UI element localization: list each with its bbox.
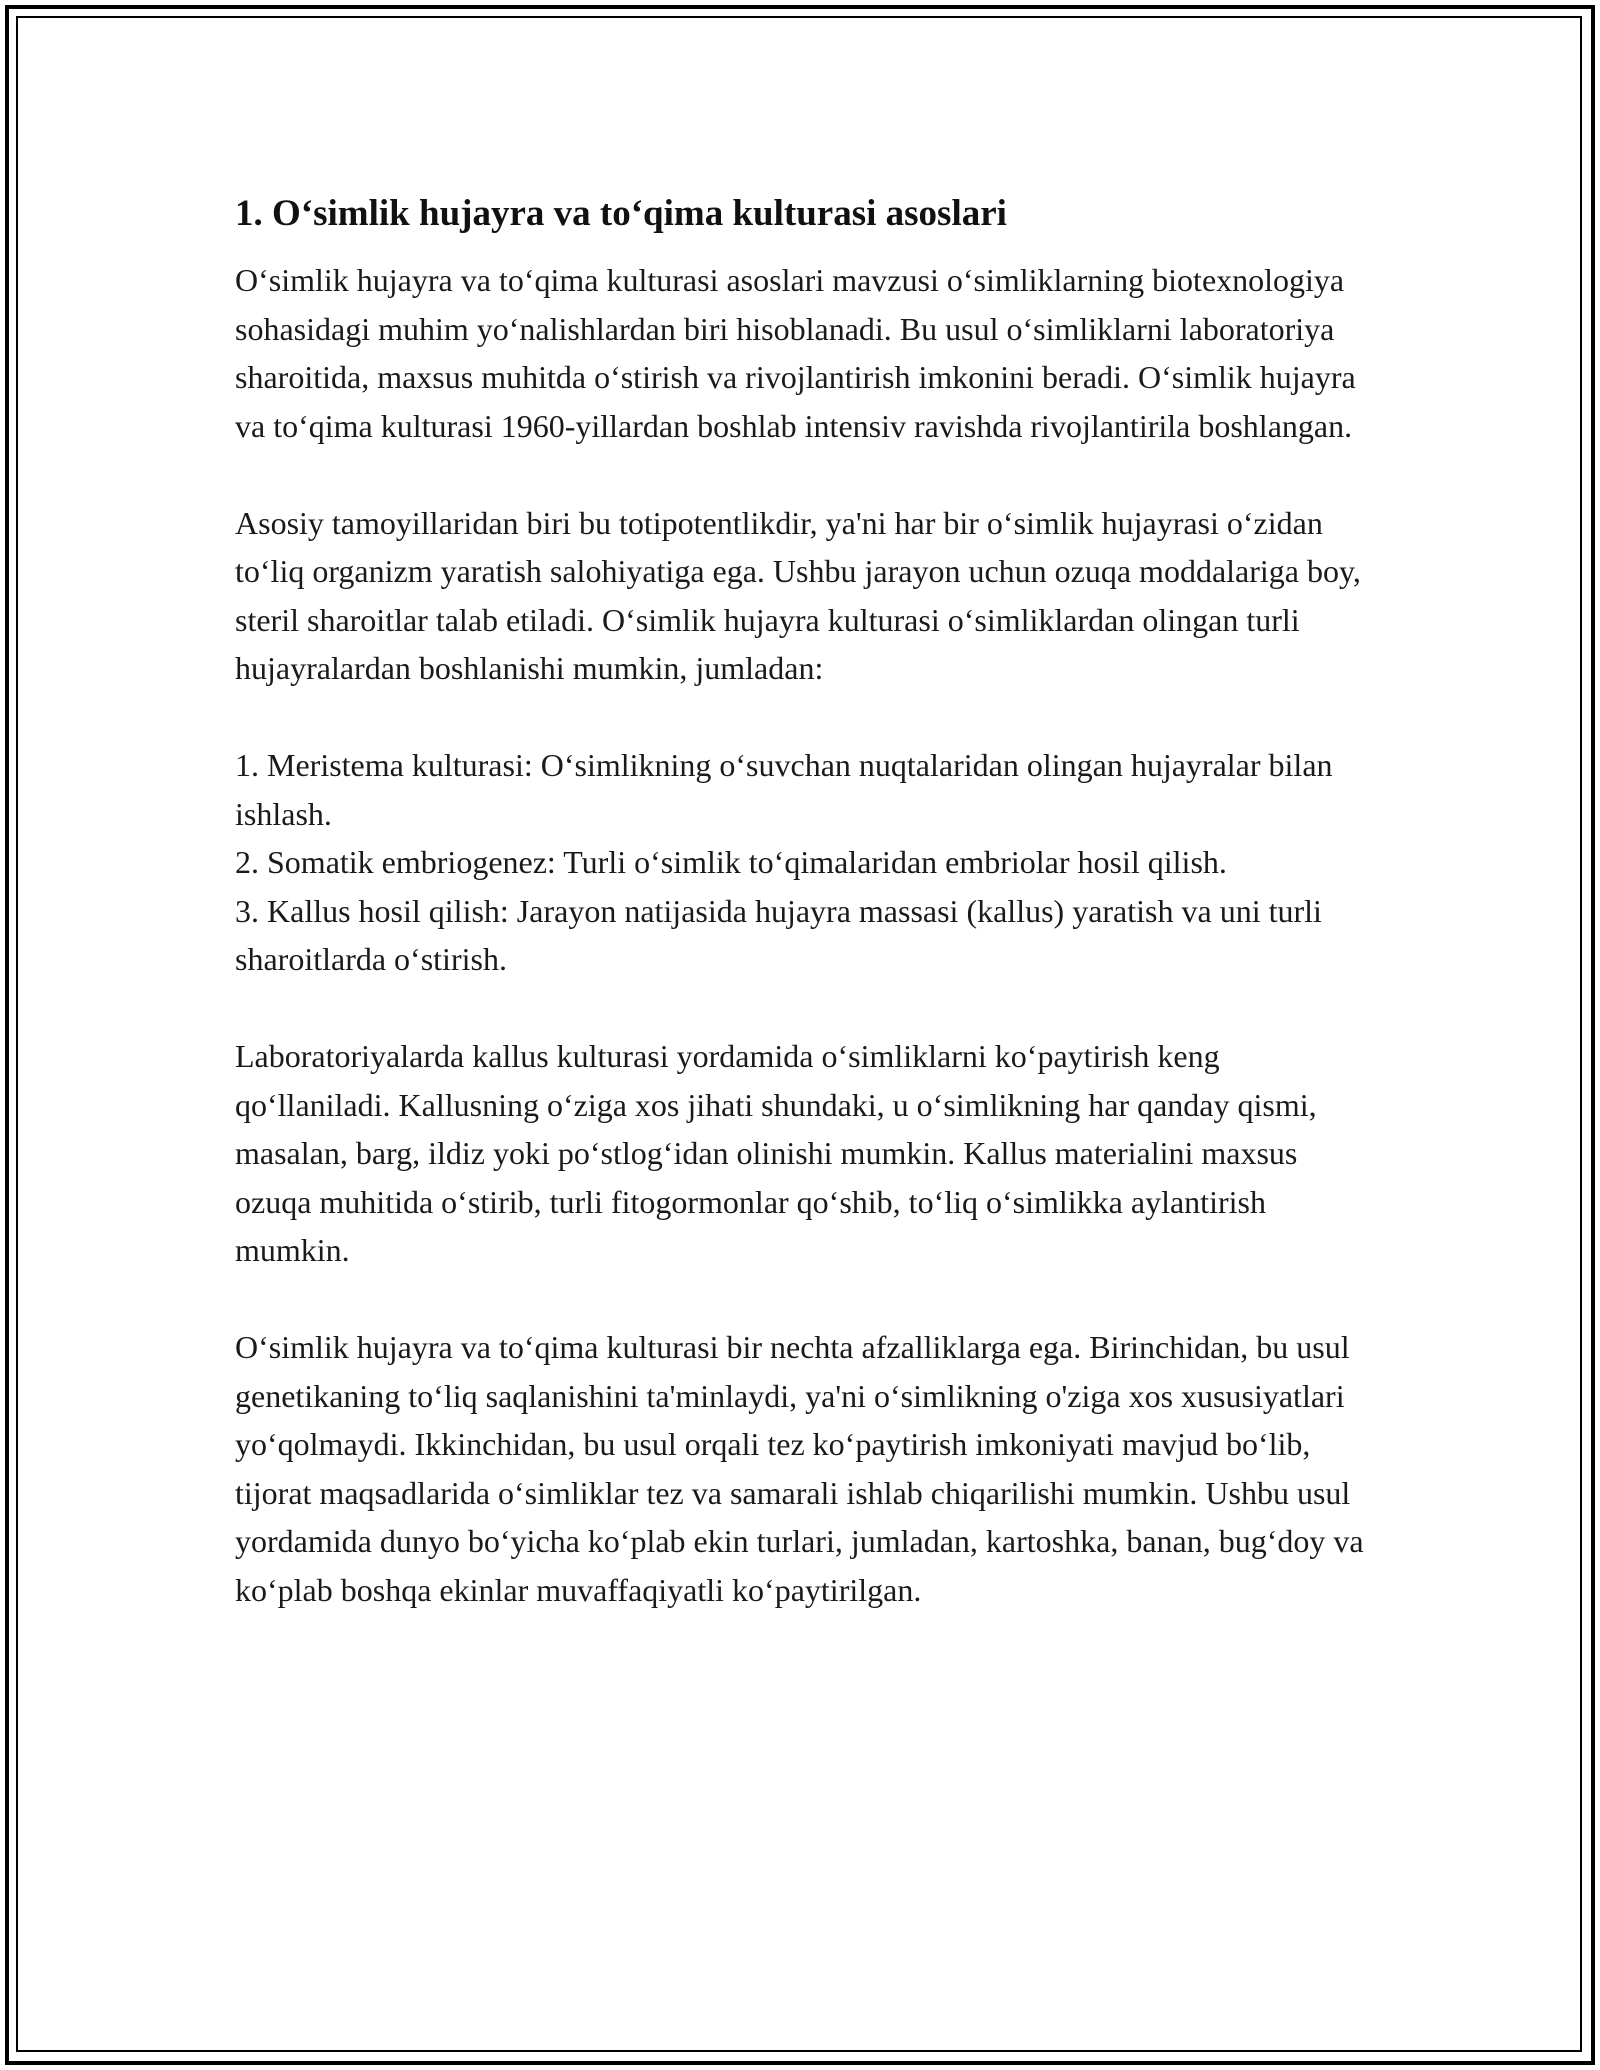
list-item: 2. Somatik embriogenez: Turli o‘simlik to‘qimalaridan embriolar hosil qilish. — [235, 844, 1227, 880]
section-title: 1. O‘simlik hujayra va to‘qima kulturasi asoslari — [235, 193, 1007, 234]
list-item: 1. Meristema kulturasi: O‘simlikning o‘suvchan nuqtalaridan olingan hujayralar bilan ishlash. — [235, 747, 1333, 832]
paragraph-advantages: O‘simlik hujayra va to‘qima kulturasi bir nechta afzalliklarga ega. Birinchidan, bu usul genetikaning to‘liq saqlanishini ta'minlaydi, ya'ni o‘simlikning o'ziga xos xususiyatlari yo‘qolmaydi. Ikkinchidan, bu usul orqali tez ko‘paytirish imkoniyati mavjud bo‘lib, tijorat maqsadlarida o‘simliklar tez va samarali ishlab chiqarilishi mumkin. Ushbu usul yordamida dunyo bo‘yicha ko‘plab ekin turlari, jumladan, kartoshka, banan, bug‘doy va ko‘plab boshqa ekinlar muvaffaqiyatli ko‘paytirilgan. — [235, 1329, 1364, 1608]
culture-types-list — [235, 741, 1380, 984]
paragraph-callus: Laboratoriyalarda kallus kulturasi yordamida o‘simliklarni ko‘paytirish keng qo‘llaniladi. Kallusning o‘ziga xos jihati shundaki, u o‘simlikning har qanday qismi, masalan, barg, ildiz yoki po‘stlog‘idan olinishi mumkin. Kallus materialini maxsus ozuqa muhitida o‘stirib, turli fitogormonlar qo‘shib, to‘liq o‘simlikka aylantirish mumkin. — [235, 1038, 1317, 1268]
document-body — [235, 188, 1380, 1663]
list-item: 3. Kallus hosil qilish: Jarayon natijasida hujayra massasi (kallus) yaratish va uni turli sharoitlarda o‘stirish. — [235, 892, 1322, 977]
paragraph-intro: O‘simlik hujayra va to‘qima kulturasi asoslari mavzusi o‘simliklarning biotexnologiya sohasidagi muhim yo‘nalishlardan biri hisoblanadi. Bu usul o‘simliklarni laboratoriya sharoitida, maxsus muhitda o‘stirish va rivojlantirish imkonini beradi. O‘simlik hujayra va to‘qima kulturasi 1960-yillardan boshlab intensiv ravishda rivojlantirila boshlangan. — [235, 262, 1356, 444]
paragraph-principles: Asosiy tamoyillaridan biri bu totipotentlikdir, ya'ni har bir o‘simlik hujayrasi o‘zidan to‘liq organizm yaratish salohiyatiga ega. Ushbu jarayon uchun ozuqa moddalariga boy, steril sharoitlar talab etiladi. O‘simlik hujayra kulturasi o‘simliklardan olingan turli hujayralardan boshlanishi mumkin, jumladan: — [235, 504, 1361, 686]
